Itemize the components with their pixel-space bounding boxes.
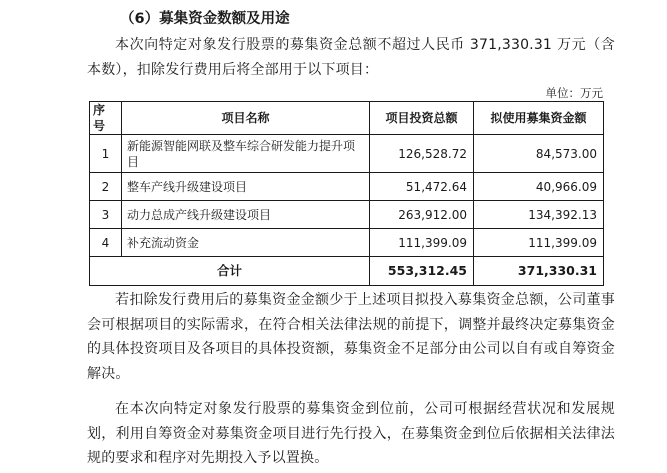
row-investment: 126,528.72 bbox=[370, 135, 474, 173]
row-seq: 4 bbox=[90, 229, 122, 257]
fund-usage-table bbox=[89, 101, 604, 286]
row-project-name: 新能源智能网联及整车综合研发能力提升项目 bbox=[122, 135, 370, 173]
table-row bbox=[90, 173, 604, 201]
header-raised-funds: 拟使用募集资金额 bbox=[474, 102, 604, 135]
advance-investment-paragraph: 在本次向特定对象发行股票的募集资金到位前，公司可根据经营状况和发展规划，利用自筹资金对募集资金项目进行先行投入，在募集资金到位后依据相关法律法规的要求和程序对先期投入予以置换。 bbox=[87, 401, 615, 466]
unit-label: 单位：万元 bbox=[545, 86, 603, 100]
row-raised: 111,399.09 bbox=[474, 229, 604, 257]
row-project-name: 补充流动资金 bbox=[122, 229, 370, 257]
total-label: 合计 bbox=[90, 257, 370, 286]
header-investment-total: 项目投资总额 bbox=[370, 102, 474, 135]
intro-paragraph: 本次向特定对象发行股票的募集资金总额不超过人民币 371,330.31 万元（含本数），扣除发行费用后将全部用于以下项目： bbox=[87, 37, 615, 78]
table-header-row bbox=[90, 102, 604, 135]
table-row bbox=[90, 201, 604, 229]
table-row bbox=[90, 229, 604, 257]
row-investment: 51,472.64 bbox=[370, 173, 474, 201]
row-seq: 2 bbox=[90, 173, 122, 201]
header-seq: 序号 bbox=[90, 102, 122, 135]
header-project-name: 项目名称 bbox=[122, 102, 370, 135]
total-investment: 553,312.45 bbox=[370, 257, 474, 286]
row-project-name: 动力总成产线升级建设项目 bbox=[122, 201, 370, 229]
table-total-row bbox=[90, 257, 604, 286]
row-investment: 111,399.09 bbox=[370, 229, 474, 257]
row-project-name: 整车产线升级建设项目 bbox=[122, 173, 370, 201]
row-raised: 84,573.00 bbox=[474, 135, 604, 173]
row-raised: 40,966.09 bbox=[474, 173, 604, 201]
row-investment: 263,912.00 bbox=[370, 201, 474, 229]
section-heading: （6）募集资金数额及用途 bbox=[120, 11, 290, 27]
row-seq: 1 bbox=[90, 135, 122, 173]
total-raised: 371,330.31 bbox=[474, 257, 604, 286]
row-seq: 3 bbox=[90, 201, 122, 229]
shortfall-paragraph: 若扣除发行费用后的募集资金金额少于上述项目拟投入募集资金总额，公司董事会可根据项目的实际需求，在符合相关法律法规的前提下，调整并最终决定募集资金的具体投资项目及各项目的具体投资额，募集资金不足部分由公司以自有或自筹资金解决。 bbox=[87, 292, 615, 382]
table-row bbox=[90, 135, 604, 173]
row-raised: 134,392.13 bbox=[474, 201, 604, 229]
